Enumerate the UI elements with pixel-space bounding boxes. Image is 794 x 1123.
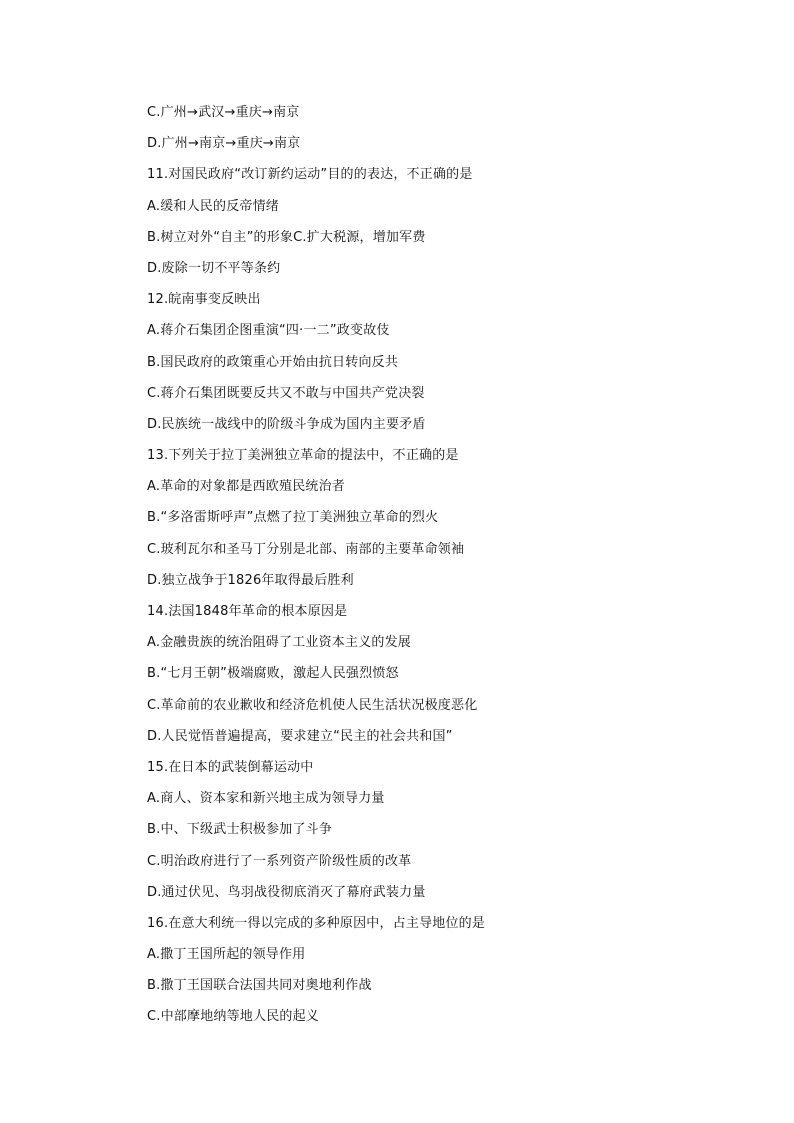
q11-option-a: A.缓和人民的反帝情绪 bbox=[147, 198, 279, 214]
q13-option-a: A.革命的对象都是西欧殖民统治者 bbox=[147, 479, 345, 495]
q16-option-c: C.中部摩地纳等地人民的起义 bbox=[147, 1009, 320, 1025]
q15-option-b: B.中、下级武士积极参加了斗争 bbox=[147, 822, 333, 838]
question-11: 11.对国民政府“改订新约运动”目的的表达，不正确的是 bbox=[147, 167, 473, 183]
option-c-route: C.广州→武汉→重庆→南京 bbox=[147, 105, 300, 120]
q14-option-c: C.革命前的农业歉收和经济危机使人民生活状况极度恶化 bbox=[147, 697, 478, 713]
q14-option-d: D.人民觉悟普遍提高，要求建立“民主的社会共和国” bbox=[147, 728, 453, 744]
q12-option-d: D.民族统一战线中的阶级斗争成为国内主要矛盾 bbox=[147, 416, 426, 432]
q14-option-b: B.“七月王朝”极端腐败，激起人民强烈愤怒 bbox=[147, 666, 399, 682]
option-d-route: D.广州→南京→重庆→南京 bbox=[147, 136, 301, 152]
q12-option-a: A.蒋介石集团企图重演“四·一二”政变故伎 bbox=[147, 323, 390, 339]
q16-option-a: A.撒丁王国所起的领导作用 bbox=[147, 947, 306, 963]
q15-option-c: C.明治政府进行了一系列资产阶级性质的改革 bbox=[147, 853, 412, 869]
q13-option-d: D.独立战争于1826年取得最后胜利 bbox=[147, 572, 354, 588]
q11-option-b-c: B.树立对外“自主”的形象C.扩大税源，增加军费 bbox=[147, 229, 426, 245]
question-15: 15.在日本的武装倒幕运动中 bbox=[147, 759, 314, 775]
q14-option-a: A.金融贵族的统治阻碍了工业资本主义的发展 bbox=[147, 635, 411, 651]
document-page bbox=[147, 101, 707, 1037]
q12-option-c: C.蒋介石集团既要反共又不敢与中国共产党决裂 bbox=[147, 385, 425, 401]
q12-option-b: B.国民政府的政策重心开始由抗日转向反共 bbox=[147, 354, 399, 370]
q15-option-d: D.通过伏见、鸟羽战役彻底消灭了幕府武装力量 bbox=[147, 884, 426, 900]
question-16: 16.在意大利统一得以完成的多种原因中，占主导地位的是 bbox=[147, 915, 486, 931]
q13-option-b: B.“多洛雷斯呼声”点燃了拉丁美洲独立革命的烈火 bbox=[147, 510, 439, 526]
q11-option-d: D.废除一切不平等条约 bbox=[147, 260, 281, 276]
question-12: 12.皖南事变反映出 bbox=[147, 292, 261, 308]
question-14: 14.法国1848年革命的根本原因是 bbox=[147, 604, 348, 619]
q16-option-b: B.撒丁王国联合法国共同对奥地利作战 bbox=[147, 978, 372, 994]
q15-option-a: A.商人、资本家和新兴地主成为领导力量 bbox=[147, 791, 385, 807]
question-13: 13.下列关于拉丁美洲独立革命的提法中，不正确的是 bbox=[147, 448, 459, 464]
q13-option-c: C.玻利瓦尔和圣马丁分别是北部、南部的主要革命领袖 bbox=[147, 541, 465, 557]
